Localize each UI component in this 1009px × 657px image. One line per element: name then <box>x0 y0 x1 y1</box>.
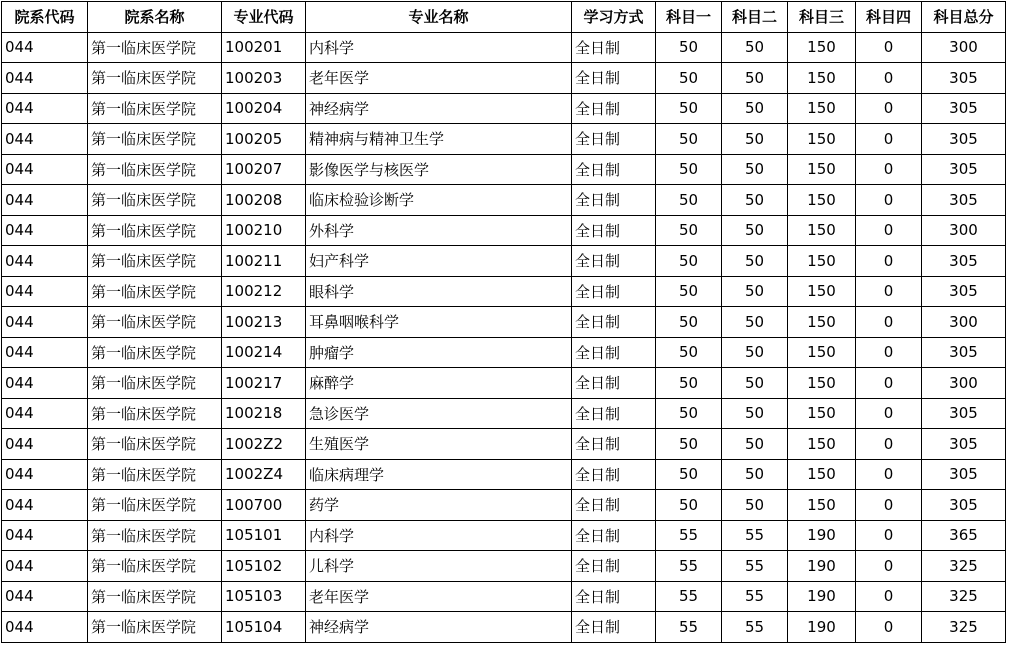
major-name-cell: 急诊医学 <box>306 398 572 429</box>
dept-name-cell: 第一临床医学院 <box>88 32 222 63</box>
subject-4-cell: 0 <box>856 551 922 582</box>
study-mode-cell: 全日制 <box>572 551 656 582</box>
major-code-cell: 100205 <box>222 124 306 155</box>
subject-4-cell: 0 <box>856 124 922 155</box>
major-name-cell: 神经病学 <box>306 612 572 643</box>
total-cell: 300 <box>922 368 1006 399</box>
major-code-cell: 100214 <box>222 337 306 368</box>
study-mode-cell: 全日制 <box>572 368 656 399</box>
major-name-cell: 老年医学 <box>306 63 572 94</box>
table-row <box>2 246 1006 277</box>
subject-3-cell: 190 <box>788 551 856 582</box>
subject-4-cell: 0 <box>856 32 922 63</box>
table-row <box>2 429 1006 460</box>
subject-1-cell: 55 <box>656 520 722 551</box>
study-mode-cell: 全日制 <box>572 63 656 94</box>
study-mode-cell: 全日制 <box>572 520 656 551</box>
table-row <box>2 398 1006 429</box>
header-subject-1: 科目一 <box>656 2 722 33</box>
dept-code-cell: 044 <box>2 32 88 63</box>
subject-1-cell: 50 <box>656 154 722 185</box>
major-name-cell: 老年医学 <box>306 581 572 612</box>
dept-code-cell: 044 <box>2 124 88 155</box>
major-code-cell: 100207 <box>222 154 306 185</box>
total-cell: 305 <box>922 490 1006 521</box>
subject-1-cell: 50 <box>656 429 722 460</box>
major-code-cell: 100218 <box>222 398 306 429</box>
subject-2-cell: 50 <box>722 185 788 216</box>
dept-code-cell: 044 <box>2 93 88 124</box>
major-code-cell: 100204 <box>222 93 306 124</box>
dept-name-cell: 第一临床医学院 <box>88 429 222 460</box>
major-code-cell: 100201 <box>222 32 306 63</box>
total-cell: 300 <box>922 307 1006 338</box>
major-name-cell: 妇产科学 <box>306 246 572 277</box>
dept-name-cell: 第一临床医学院 <box>88 124 222 155</box>
major-code-cell: 105101 <box>222 520 306 551</box>
subject-3-cell: 150 <box>788 246 856 277</box>
table-row <box>2 337 1006 368</box>
subject-4-cell: 0 <box>856 612 922 643</box>
dept-name-cell: 第一临床医学院 <box>88 368 222 399</box>
subject-2-cell: 50 <box>722 337 788 368</box>
major-code-cell: 105102 <box>222 551 306 582</box>
subject-1-cell: 50 <box>656 459 722 490</box>
study-mode-cell: 全日制 <box>572 154 656 185</box>
subject-1-cell: 55 <box>656 612 722 643</box>
table-row <box>2 459 1006 490</box>
subject-2-cell: 50 <box>722 429 788 460</box>
dept-name-cell: 第一临床医学院 <box>88 276 222 307</box>
major-name-cell: 外科学 <box>306 215 572 246</box>
dept-code-cell: 044 <box>2 459 88 490</box>
subject-4-cell: 0 <box>856 490 922 521</box>
total-cell: 305 <box>922 246 1006 277</box>
subject-3-cell: 150 <box>788 337 856 368</box>
study-mode-cell: 全日制 <box>572 124 656 155</box>
major-code-cell: 105104 <box>222 612 306 643</box>
subject-2-cell: 50 <box>722 154 788 185</box>
subject-2-cell: 50 <box>722 215 788 246</box>
major-name-cell: 眼科学 <box>306 276 572 307</box>
major-name-cell: 内科学 <box>306 32 572 63</box>
header-total: 科目总分 <box>922 2 1006 33</box>
subject-2-cell: 55 <box>722 612 788 643</box>
table-row <box>2 612 1006 643</box>
study-mode-cell: 全日制 <box>572 246 656 277</box>
header-dept-code: 院系代码 <box>2 2 88 33</box>
table-row <box>2 581 1006 612</box>
dept-code-cell: 044 <box>2 246 88 277</box>
header-row <box>2 2 1006 33</box>
major-name-cell: 耳鼻咽喉科学 <box>306 307 572 338</box>
major-code-cell: 100217 <box>222 368 306 399</box>
total-cell: 300 <box>922 32 1006 63</box>
subject-1-cell: 50 <box>656 337 722 368</box>
dept-name-cell: 第一临床医学院 <box>88 520 222 551</box>
subject-1-cell: 50 <box>656 246 722 277</box>
subject-2-cell: 50 <box>722 490 788 521</box>
subject-2-cell: 50 <box>722 32 788 63</box>
total-cell: 325 <box>922 612 1006 643</box>
dept-code-cell: 044 <box>2 185 88 216</box>
total-cell: 305 <box>922 398 1006 429</box>
dept-code-cell: 044 <box>2 490 88 521</box>
subject-3-cell: 190 <box>788 612 856 643</box>
subject-4-cell: 0 <box>856 337 922 368</box>
study-mode-cell: 全日制 <box>572 93 656 124</box>
subject-2-cell: 50 <box>722 124 788 155</box>
major-name-cell: 药学 <box>306 490 572 521</box>
subject-1-cell: 50 <box>656 63 722 94</box>
subject-3-cell: 150 <box>788 276 856 307</box>
major-name-cell: 影像医学与核医学 <box>306 154 572 185</box>
study-mode-cell: 全日制 <box>572 185 656 216</box>
header-subject-2: 科目二 <box>722 2 788 33</box>
table-row <box>2 520 1006 551</box>
table-row <box>2 368 1006 399</box>
subject-2-cell: 50 <box>722 246 788 277</box>
major-code-cell: 100212 <box>222 276 306 307</box>
subject-1-cell: 50 <box>656 185 722 216</box>
subject-1-cell: 50 <box>656 276 722 307</box>
dept-code-cell: 044 <box>2 154 88 185</box>
major-name-cell: 临床病理学 <box>306 459 572 490</box>
dept-name-cell: 第一临床医学院 <box>88 93 222 124</box>
table-row <box>2 93 1006 124</box>
major-name-cell: 内科学 <box>306 520 572 551</box>
total-cell: 325 <box>922 551 1006 582</box>
subject-4-cell: 0 <box>856 276 922 307</box>
subject-4-cell: 0 <box>856 368 922 399</box>
dept-name-cell: 第一临床医学院 <box>88 398 222 429</box>
subject-3-cell: 150 <box>788 154 856 185</box>
major-name-cell: 肿瘤学 <box>306 337 572 368</box>
major-name-cell: 麻醉学 <box>306 368 572 399</box>
study-mode-cell: 全日制 <box>572 32 656 63</box>
dept-name-cell: 第一临床医学院 <box>88 581 222 612</box>
total-cell: 305 <box>922 63 1006 94</box>
total-cell: 300 <box>922 215 1006 246</box>
table-row <box>2 185 1006 216</box>
table-row <box>2 154 1006 185</box>
subject-4-cell: 0 <box>856 154 922 185</box>
subject-3-cell: 150 <box>788 459 856 490</box>
total-cell: 305 <box>922 124 1006 155</box>
major-code-cell: 100700 <box>222 490 306 521</box>
study-mode-cell: 全日制 <box>572 429 656 460</box>
header-subject-4: 科目四 <box>856 2 922 33</box>
subject-3-cell: 150 <box>788 93 856 124</box>
dept-code-cell: 044 <box>2 612 88 643</box>
study-mode-cell: 全日制 <box>572 490 656 521</box>
major-name-cell: 生殖医学 <box>306 429 572 460</box>
dept-code-cell: 044 <box>2 551 88 582</box>
dept-name-cell: 第一临床医学院 <box>88 63 222 94</box>
major-code-cell: 1002Z2 <box>222 429 306 460</box>
subject-2-cell: 50 <box>722 63 788 94</box>
major-name-cell: 精神病与精神卫生学 <box>306 124 572 155</box>
subject-3-cell: 150 <box>788 32 856 63</box>
subject-3-cell: 150 <box>788 429 856 460</box>
dept-code-cell: 044 <box>2 429 88 460</box>
header-subject-3: 科目三 <box>788 2 856 33</box>
subject-4-cell: 0 <box>856 459 922 490</box>
study-mode-cell: 全日制 <box>572 398 656 429</box>
dept-code-cell: 044 <box>2 368 88 399</box>
subject-1-cell: 55 <box>656 551 722 582</box>
subject-2-cell: 50 <box>722 276 788 307</box>
major-name-cell: 神经病学 <box>306 93 572 124</box>
subject-1-cell: 50 <box>656 124 722 155</box>
table-row <box>2 551 1006 582</box>
total-cell: 365 <box>922 520 1006 551</box>
dept-code-cell: 044 <box>2 276 88 307</box>
subject-3-cell: 150 <box>788 185 856 216</box>
study-mode-cell: 全日制 <box>572 337 656 368</box>
total-cell: 305 <box>922 93 1006 124</box>
major-code-cell: 100210 <box>222 215 306 246</box>
dept-name-cell: 第一临床医学院 <box>88 337 222 368</box>
table-row <box>2 63 1006 94</box>
table-row <box>2 215 1006 246</box>
dept-name-cell: 第一临床医学院 <box>88 551 222 582</box>
subject-1-cell: 50 <box>656 398 722 429</box>
subject-2-cell: 50 <box>722 307 788 338</box>
major-code-cell: 100213 <box>222 307 306 338</box>
total-cell: 305 <box>922 154 1006 185</box>
study-mode-cell: 全日制 <box>572 612 656 643</box>
table-row <box>2 307 1006 338</box>
subject-1-cell: 50 <box>656 490 722 521</box>
subject-3-cell: 150 <box>788 124 856 155</box>
total-cell: 305 <box>922 337 1006 368</box>
subject-3-cell: 150 <box>788 215 856 246</box>
subject-4-cell: 0 <box>856 246 922 277</box>
subject-3-cell: 150 <box>788 307 856 338</box>
dept-code-cell: 044 <box>2 398 88 429</box>
subject-4-cell: 0 <box>856 215 922 246</box>
table-body <box>2 32 1006 642</box>
header-major-code: 专业代码 <box>222 2 306 33</box>
subject-4-cell: 0 <box>856 93 922 124</box>
subject-3-cell: 150 <box>788 490 856 521</box>
dept-name-cell: 第一临床医学院 <box>88 185 222 216</box>
header-study-mode: 学习方式 <box>572 2 656 33</box>
header-dept-name: 院系名称 <box>88 2 222 33</box>
dept-code-cell: 044 <box>2 337 88 368</box>
total-cell: 305 <box>922 185 1006 216</box>
score-table <box>1 1 1006 643</box>
subject-2-cell: 55 <box>722 520 788 551</box>
subject-4-cell: 0 <box>856 429 922 460</box>
study-mode-cell: 全日制 <box>572 307 656 338</box>
study-mode-cell: 全日制 <box>572 581 656 612</box>
dept-name-cell: 第一临床医学院 <box>88 459 222 490</box>
dept-code-cell: 044 <box>2 581 88 612</box>
subject-2-cell: 55 <box>722 551 788 582</box>
dept-name-cell: 第一临床医学院 <box>88 246 222 277</box>
study-mode-cell: 全日制 <box>572 459 656 490</box>
major-name-cell: 儿科学 <box>306 551 572 582</box>
subject-2-cell: 50 <box>722 368 788 399</box>
table-row <box>2 490 1006 521</box>
major-code-cell: 105103 <box>222 581 306 612</box>
dept-code-cell: 044 <box>2 215 88 246</box>
study-mode-cell: 全日制 <box>572 215 656 246</box>
subject-4-cell: 0 <box>856 520 922 551</box>
table-row <box>2 124 1006 155</box>
subject-4-cell: 0 <box>856 185 922 216</box>
subject-1-cell: 50 <box>656 307 722 338</box>
subject-4-cell: 0 <box>856 63 922 94</box>
major-code-cell: 100211 <box>222 246 306 277</box>
dept-code-cell: 044 <box>2 307 88 338</box>
subject-4-cell: 0 <box>856 581 922 612</box>
subject-1-cell: 55 <box>656 581 722 612</box>
total-cell: 305 <box>922 429 1006 460</box>
major-name-cell: 临床检验诊断学 <box>306 185 572 216</box>
subject-3-cell: 190 <box>788 520 856 551</box>
subject-3-cell: 190 <box>788 581 856 612</box>
table-row <box>2 32 1006 63</box>
dept-code-cell: 044 <box>2 520 88 551</box>
subject-2-cell: 55 <box>722 581 788 612</box>
header-major-name: 专业名称 <box>306 2 572 33</box>
subject-1-cell: 50 <box>656 368 722 399</box>
total-cell: 305 <box>922 276 1006 307</box>
subject-2-cell: 50 <box>722 398 788 429</box>
subject-2-cell: 50 <box>722 459 788 490</box>
subject-4-cell: 0 <box>856 398 922 429</box>
subject-2-cell: 50 <box>722 93 788 124</box>
study-mode-cell: 全日制 <box>572 276 656 307</box>
subject-1-cell: 50 <box>656 93 722 124</box>
dept-name-cell: 第一临床医学院 <box>88 307 222 338</box>
subject-4-cell: 0 <box>856 307 922 338</box>
subject-3-cell: 150 <box>788 368 856 399</box>
major-code-cell: 100203 <box>222 63 306 94</box>
table-row <box>2 276 1006 307</box>
subject-3-cell: 150 <box>788 63 856 94</box>
dept-name-cell: 第一临床医学院 <box>88 215 222 246</box>
subject-1-cell: 50 <box>656 215 722 246</box>
dept-name-cell: 第一临床医学院 <box>88 612 222 643</box>
total-cell: 305 <box>922 459 1006 490</box>
total-cell: 325 <box>922 581 1006 612</box>
subject-3-cell: 150 <box>788 398 856 429</box>
subject-1-cell: 50 <box>656 32 722 63</box>
major-code-cell: 100208 <box>222 185 306 216</box>
major-code-cell: 1002Z4 <box>222 459 306 490</box>
dept-name-cell: 第一临床医学院 <box>88 154 222 185</box>
dept-code-cell: 044 <box>2 63 88 94</box>
dept-name-cell: 第一临床医学院 <box>88 490 222 521</box>
